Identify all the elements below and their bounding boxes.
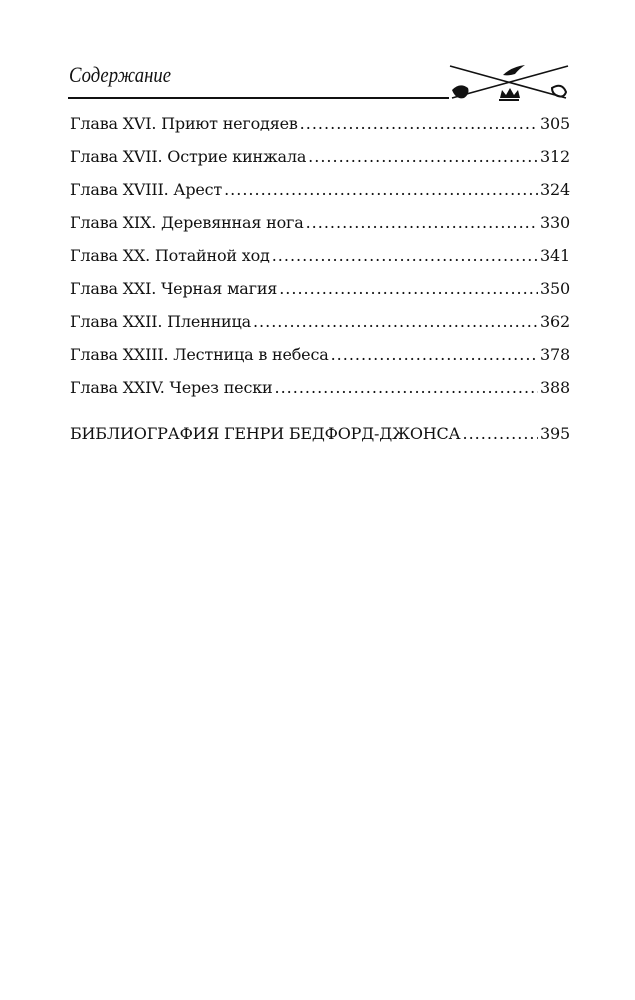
- entry-page: 312: [540, 147, 570, 166]
- entry-title: Глава XVI. Приют негодяев: [70, 114, 298, 133]
- toc-entry-bibliography[interactable]: [70, 424, 570, 457]
- dot-leader: [331, 345, 538, 364]
- crossed-swords-ornament-icon: [448, 58, 570, 104]
- dot-leader: [279, 279, 538, 298]
- dot-leader: [308, 147, 538, 166]
- dot-leader: [224, 180, 538, 199]
- dot-leader: [300, 114, 538, 133]
- dot-leader: [462, 424, 538, 443]
- entry-page: 378: [540, 345, 570, 364]
- toc-entry[interactable]: [70, 114, 570, 147]
- entry-page: 305: [540, 114, 570, 133]
- toc-entry[interactable]: [70, 147, 570, 180]
- entry-title: Глава XVII. Острие кинжала: [70, 147, 307, 166]
- entry-page: 395: [540, 424, 570, 443]
- dot-leader: [272, 246, 538, 265]
- running-header: Содержание: [69, 62, 172, 87]
- toc-entry[interactable]: [70, 312, 570, 345]
- entry-title: Глава XX. Потайной ход: [70, 246, 270, 265]
- entry-page: 350: [540, 279, 570, 298]
- entry-title: Глава XXIII. Лестница в небеса: [70, 345, 329, 364]
- entry-title: БИБЛИОГРАФИЯ ГЕНРИ БЕДФОРД-ДЖОНСА: [70, 424, 461, 443]
- header-rule: [68, 97, 449, 99]
- toc-entry[interactable]: [70, 180, 570, 213]
- entry-title: Глава XXI. Черная магия: [70, 279, 278, 298]
- toc-entry[interactable]: [70, 378, 570, 411]
- dot-leader: [253, 312, 538, 331]
- entry-page: 362: [540, 312, 570, 331]
- dot-leader: [274, 378, 538, 397]
- entry-page: 388: [540, 378, 570, 397]
- dot-leader: [306, 213, 538, 232]
- entry-title: Глава XVIII. Арест: [70, 180, 223, 199]
- entry-page: 341: [540, 246, 570, 265]
- toc-entry[interactable]: [70, 345, 570, 378]
- entry-title: Глава XXII. Пленница: [70, 312, 251, 331]
- table-of-contents: [70, 114, 570, 457]
- toc-entry[interactable]: [70, 246, 570, 279]
- entry-title: Глава XXIV. Через пески: [70, 378, 273, 397]
- toc-entry[interactable]: [70, 213, 570, 246]
- entry-page: 324: [540, 180, 570, 199]
- toc-entry[interactable]: [70, 279, 570, 312]
- entry-page: 330: [540, 213, 570, 232]
- entry-title: Глава XIX. Деревянная нога: [70, 213, 304, 232]
